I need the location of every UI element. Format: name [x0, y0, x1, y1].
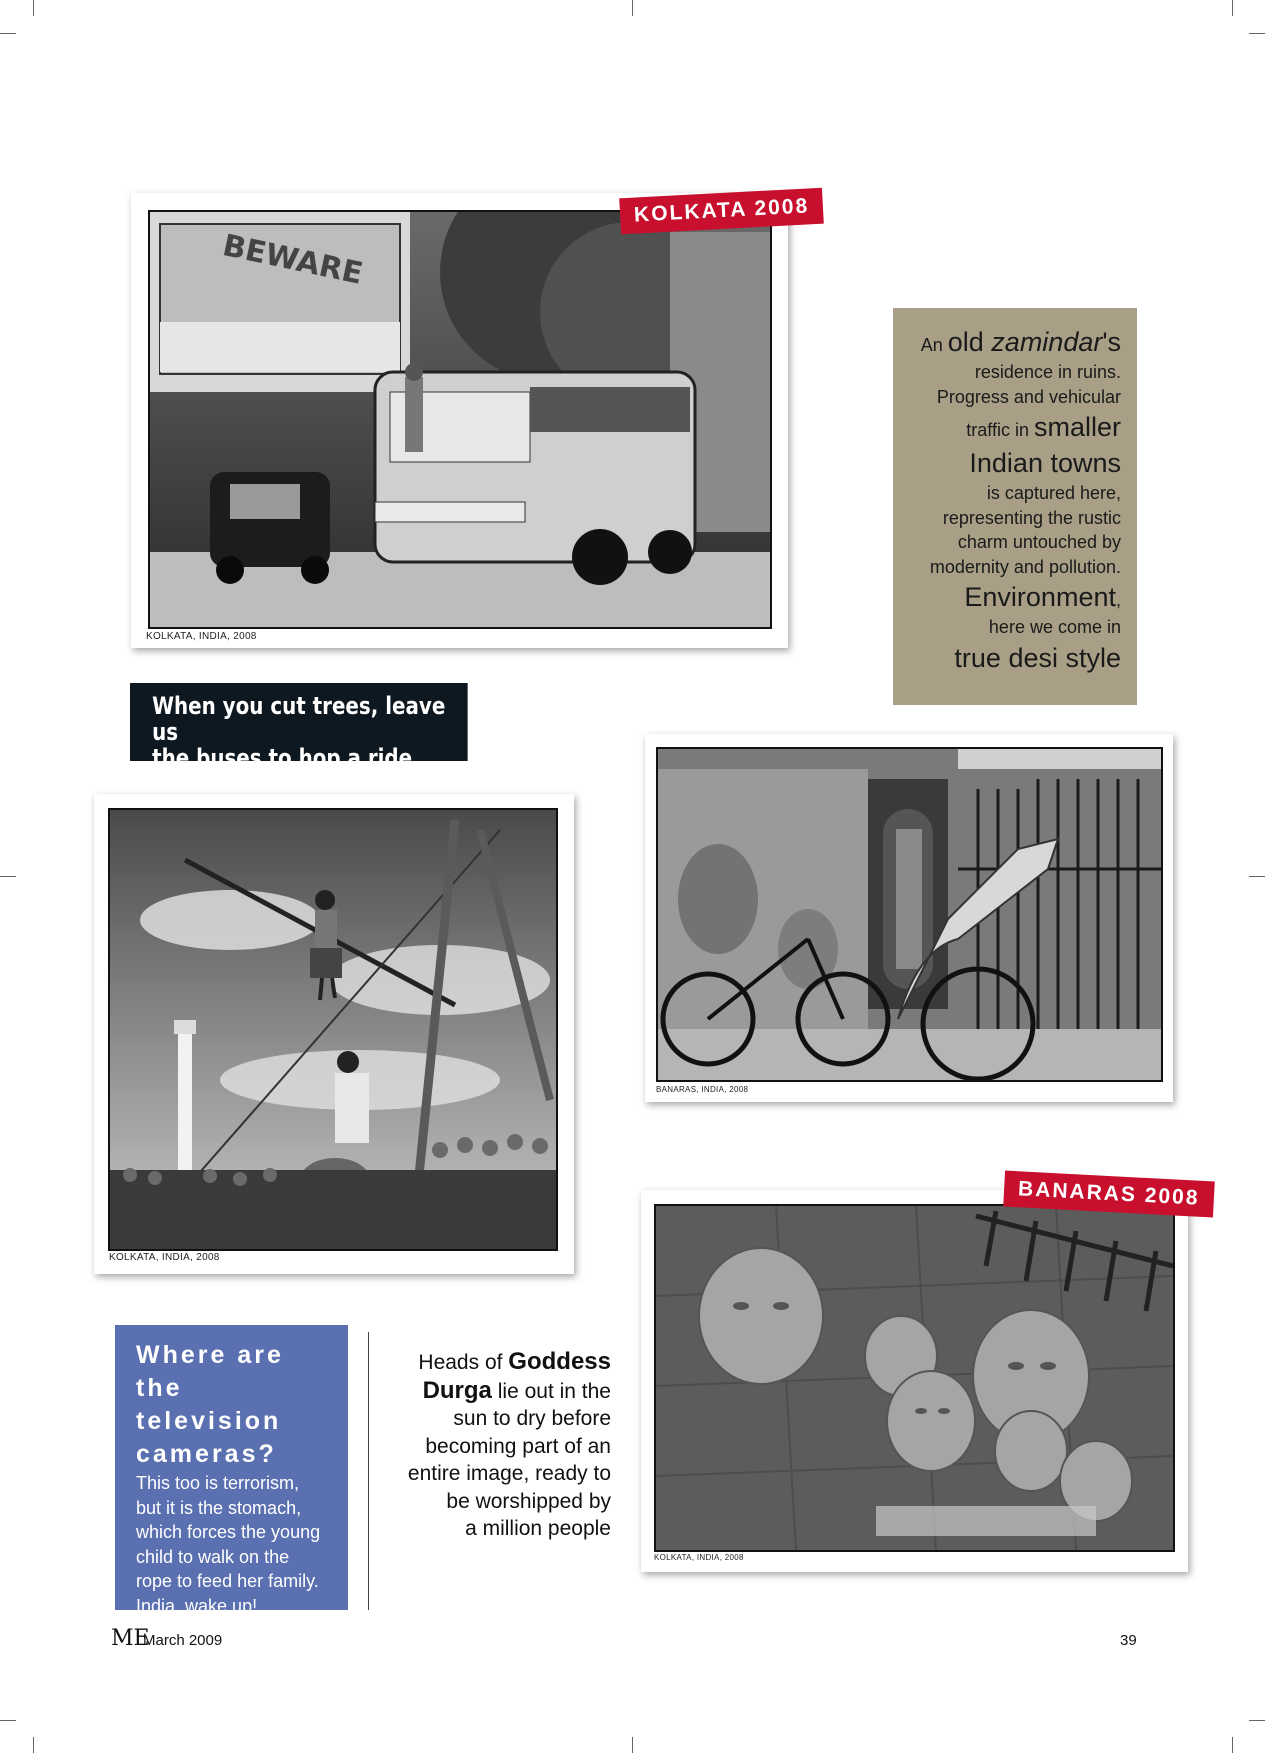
photo-caption: KOLKATA, INDIA, 2008	[109, 1252, 220, 1263]
khaki-text: traffic in	[966, 420, 1034, 440]
khaki-line: modernity and pollution.	[929, 556, 1121, 577]
crop-mark	[33, 0, 34, 16]
khaki-line: is captured here,	[986, 483, 1121, 503]
photo-rickshaw	[656, 747, 1163, 1082]
durga-line: a million people	[465, 1517, 611, 1540]
durga-heads-image	[656, 1206, 1173, 1550]
durga-text: Durga	[422, 1376, 492, 1404]
crop-mark	[1249, 33, 1265, 34]
location-tag-kolkata: KOLKATA 2008	[619, 188, 824, 235]
headline-line: the buses to hop a ride	[152, 744, 413, 772]
photo-tightrope	[108, 808, 558, 1251]
photo-frame-tightrope	[94, 794, 574, 1274]
durga-line	[395, 1348, 611, 1377]
crop-mark	[0, 33, 16, 34]
khaki-line	[893, 324, 1121, 360]
khaki-text: zamindar	[991, 327, 1103, 357]
location-tag-banaras: BANARAS 2008	[1003, 1171, 1214, 1218]
blue-heading-line: Where are	[136, 1341, 284, 1369]
khaki-text: Environment	[964, 582, 1116, 612]
headline-line: When you cut trees, leave us	[152, 692, 446, 746]
khaki-line: here we come in	[988, 617, 1121, 637]
durga-text: Goddess	[508, 1348, 611, 1375]
logo-letters: ME	[111, 1626, 150, 1651]
blue-body-line: This too is terrorism,	[136, 1473, 300, 1493]
rickshaw-scene-image	[658, 749, 1161, 1080]
khaki-text: An	[920, 335, 948, 355]
durga-text: Heads of	[418, 1351, 509, 1374]
crop-mark	[1249, 1720, 1265, 1721]
blue-body-line: child to walk on the	[136, 1546, 290, 1567]
blue-text-box	[115, 1325, 348, 1616]
photo-caption: KOLKATA, INDIA, 2008	[654, 1553, 744, 1562]
crop-mark	[33, 1737, 34, 1753]
durga-line: be worshipped by	[446, 1489, 611, 1513]
blue-body-line: rope to feed her family.	[136, 1571, 319, 1591]
durga-line: sun to dry before	[453, 1407, 611, 1430]
blue-body-line: but it is the stomach,	[136, 1497, 302, 1518]
durga-line	[395, 1377, 611, 1406]
photo-frame-rickshaw	[645, 734, 1173, 1102]
photo-frame-kolkata-bus	[131, 193, 788, 648]
khaki-line	[893, 409, 1121, 445]
blue-body-line: India, wake up!	[136, 1595, 258, 1616]
khaki-line	[893, 579, 1121, 615]
khaki-text: 's	[1102, 327, 1121, 357]
khaki-line: residence in ruins.	[974, 362, 1121, 382]
khaki-line: true desi style	[954, 642, 1121, 673]
khaki-line: charm untouched by	[957, 532, 1121, 552]
khaki-text: smaller	[1033, 412, 1121, 442]
crop-mark	[0, 1720, 16, 1721]
crop-mark	[1232, 0, 1233, 16]
photo-durga-heads	[654, 1204, 1175, 1552]
crop-mark	[632, 1737, 633, 1753]
crop-mark	[1232, 1737, 1233, 1753]
khaki-text: ,	[1115, 590, 1121, 610]
bus-scene-image	[150, 212, 770, 627]
photo-caption: KOLKATA, INDIA, 2008	[146, 631, 257, 642]
durga-text: lie out in the	[491, 1379, 611, 1403]
crop-mark	[0, 876, 16, 877]
svg-text:BEWARE: BEWARE	[219, 228, 366, 292]
headline-box	[130, 683, 468, 772]
blue-body-line: which forces the young	[136, 1522, 321, 1542]
durga-line: becoming part of an	[425, 1434, 611, 1458]
page-number: 39	[1120, 1632, 1137, 1649]
khaki-line: representing the rustic	[942, 507, 1121, 528]
crop-mark	[632, 0, 633, 16]
photo-frame-durga-heads	[641, 1190, 1188, 1572]
photo-kolkata-bus	[148, 210, 772, 629]
blue-heading-line: the television	[136, 1374, 282, 1435]
crop-mark	[1249, 876, 1265, 877]
photo-caption: BANARAS, INDIA, 2008	[656, 1085, 749, 1094]
khaki-text-box	[893, 308, 1137, 705]
khaki-text: old	[947, 327, 992, 357]
khaki-line: Indian towns	[969, 448, 1121, 478]
blue-heading-line: cameras?	[136, 1440, 277, 1468]
durga-line: entire image, ready to	[407, 1462, 611, 1485]
column-divider	[368, 1332, 369, 1610]
durga-caption-text	[395, 1348, 611, 1543]
tightrope-scene-image	[110, 810, 556, 1249]
khaki-line: Progress and vehicular	[936, 386, 1121, 407]
issue-date: March 2009	[143, 1632, 223, 1649]
